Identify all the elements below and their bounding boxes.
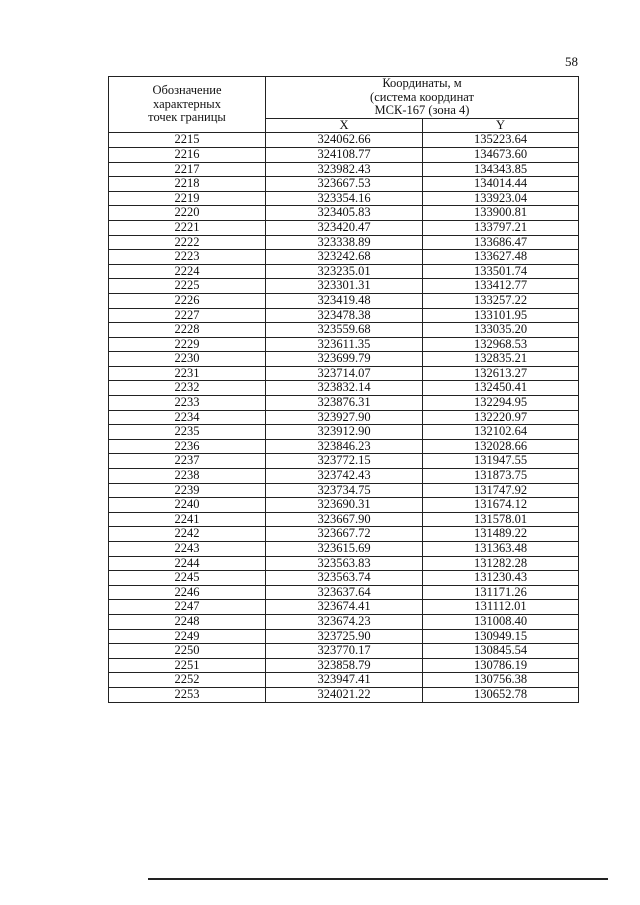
point-id-cell: 2237	[109, 454, 266, 469]
point-id-cell: 2252	[109, 673, 266, 688]
table-row	[109, 600, 579, 615]
point-id-cell: 2244	[109, 556, 266, 571]
table-row	[109, 177, 579, 192]
y-coordinate-cell: 132028.66	[423, 439, 579, 454]
x-coordinate-cell: 323876.31	[266, 396, 423, 411]
x-coordinate-cell: 323667.53	[266, 177, 423, 192]
point-id-cell: 2245	[109, 571, 266, 586]
coordinates-table	[108, 76, 579, 703]
x-coordinate-cell: 323354.16	[266, 191, 423, 206]
y-coordinate-cell: 133257.22	[423, 293, 579, 308]
y-coordinate-cell: 134673.60	[423, 147, 579, 162]
x-coordinate-cell: 323420.47	[266, 220, 423, 235]
y-coordinate-cell: 131674.12	[423, 498, 579, 513]
point-id-cell: 2230	[109, 352, 266, 367]
x-coordinate-cell: 323947.41	[266, 673, 423, 688]
table-row	[109, 162, 579, 177]
y-coordinate-cell: 132220.97	[423, 410, 579, 425]
point-id-cell: 2236	[109, 439, 266, 454]
x-coordinate-cell: 324021.22	[266, 687, 423, 702]
table-row	[109, 206, 579, 221]
y-coordinate-cell: 131008.40	[423, 614, 579, 629]
y-coordinate-cell: 133686.47	[423, 235, 579, 250]
point-id-cell: 2231	[109, 366, 266, 381]
x-coordinate-cell: 323667.72	[266, 527, 423, 542]
point-id-cell: 2240	[109, 498, 266, 513]
x-coordinate-cell: 323912.90	[266, 425, 423, 440]
point-id-cell: 2241	[109, 512, 266, 527]
y-coordinate-cell: 132450.41	[423, 381, 579, 396]
x-coordinate-cell: 323858.79	[266, 658, 423, 673]
table-row	[109, 264, 579, 279]
x-coordinate-cell: 323563.83	[266, 556, 423, 571]
table-row	[109, 644, 579, 659]
x-coordinate-cell: 323674.41	[266, 600, 423, 615]
table-row	[109, 133, 579, 148]
point-id-cell: 2218	[109, 177, 266, 192]
y-coordinate-cell: 135223.64	[423, 133, 579, 148]
y-coordinate-cell: 131112.01	[423, 600, 579, 615]
point-id-cell: 2227	[109, 308, 266, 323]
y-coordinate-cell: 131363.48	[423, 542, 579, 557]
point-id-cell: 2219	[109, 191, 266, 206]
x-coordinate-cell: 323714.07	[266, 366, 423, 381]
point-id-cell: 2246	[109, 585, 266, 600]
x-coordinate-cell: 323338.89	[266, 235, 423, 250]
y-coordinate-cell: 131947.55	[423, 454, 579, 469]
table-row	[109, 250, 579, 265]
x-coordinate-cell: 323611.35	[266, 337, 423, 352]
table-row	[109, 235, 579, 250]
y-coordinate-cell: 133797.21	[423, 220, 579, 235]
x-coordinate-cell: 323772.15	[266, 454, 423, 469]
table-row	[109, 352, 579, 367]
x-coordinate-cell: 323770.17	[266, 644, 423, 659]
y-coordinate-cell: 132102.64	[423, 425, 579, 440]
table-row	[109, 410, 579, 425]
x-coordinate-cell: 323690.31	[266, 498, 423, 513]
x-coordinate-cell: 323559.68	[266, 323, 423, 338]
point-id-cell: 2247	[109, 600, 266, 615]
footer-rule	[148, 878, 608, 880]
y-coordinate-cell: 133101.95	[423, 308, 579, 323]
table-row	[109, 425, 579, 440]
table-row	[109, 220, 579, 235]
point-id-cell: 2238	[109, 469, 266, 484]
y-coordinate-cell: 134014.44	[423, 177, 579, 192]
y-coordinate-cell: 131578.01	[423, 512, 579, 527]
y-coordinate-cell: 133501.74	[423, 264, 579, 279]
point-id-cell: 2253	[109, 687, 266, 702]
x-coordinate-cell: 323242.68	[266, 250, 423, 265]
x-coordinate-cell: 323235.01	[266, 264, 423, 279]
point-id-cell: 2239	[109, 483, 266, 498]
point-id-cell: 2226	[109, 293, 266, 308]
point-id-cell: 2224	[109, 264, 266, 279]
header-line: точек границы	[148, 110, 226, 125]
table-row	[109, 308, 579, 323]
table-row	[109, 512, 579, 527]
x-coordinate-cell: 323927.90	[266, 410, 423, 425]
x-coordinate-cell: 323667.90	[266, 512, 423, 527]
table-row	[109, 396, 579, 411]
table-row	[109, 629, 579, 644]
table-row	[109, 658, 579, 673]
x-coordinate-cell: 323478.38	[266, 308, 423, 323]
point-id-cell: 2229	[109, 337, 266, 352]
y-coordinate-cell: 131489.22	[423, 527, 579, 542]
y-coordinate-cell: 130786.19	[423, 658, 579, 673]
x-coordinate-cell: 323301.31	[266, 279, 423, 294]
table-body	[109, 133, 579, 702]
x-column-header: X	[266, 118, 423, 133]
table-row	[109, 147, 579, 162]
x-coordinate-cell: 323419.48	[266, 293, 423, 308]
y-coordinate-cell: 131230.43	[423, 571, 579, 586]
point-id-cell: 2221	[109, 220, 266, 235]
header-line: характерных	[153, 96, 221, 111]
point-id-cell: 2235	[109, 425, 266, 440]
y-coordinate-cell: 130845.54	[423, 644, 579, 659]
x-coordinate-cell: 323637.64	[266, 585, 423, 600]
table-row	[109, 687, 579, 702]
y-coordinate-cell: 132613.27	[423, 366, 579, 381]
x-coordinate-cell: 323742.43	[266, 469, 423, 484]
point-id-cell: 2222	[109, 235, 266, 250]
table-row	[109, 439, 579, 454]
point-id-cell: 2250	[109, 644, 266, 659]
point-id-cell: 2228	[109, 323, 266, 338]
table-row	[109, 673, 579, 688]
point-id-cell: 2249	[109, 629, 266, 644]
point-id-cell: 2243	[109, 542, 266, 557]
table-row	[109, 454, 579, 469]
table-row	[109, 381, 579, 396]
y-coordinate-cell: 131873.75	[423, 469, 579, 484]
point-id-cell: 2232	[109, 381, 266, 396]
x-coordinate-cell: 323832.14	[266, 381, 423, 396]
y-coordinate-cell: 130652.78	[423, 687, 579, 702]
point-id-cell: 2225	[109, 279, 266, 294]
table-row	[109, 279, 579, 294]
y-coordinate-cell: 131171.26	[423, 585, 579, 600]
y-coordinate-cell: 130949.15	[423, 629, 579, 644]
table-row	[109, 323, 579, 338]
y-coordinate-cell: 132835.21	[423, 352, 579, 367]
point-id-cell: 2248	[109, 614, 266, 629]
table-row	[109, 498, 579, 513]
point-id-cell: 2216	[109, 147, 266, 162]
table-row	[109, 293, 579, 308]
x-coordinate-cell: 324108.77	[266, 147, 423, 162]
table-header	[109, 77, 579, 133]
y-coordinate-cell: 133627.48	[423, 250, 579, 265]
x-coordinate-cell: 323699.79	[266, 352, 423, 367]
point-id-cell: 2234	[109, 410, 266, 425]
point-id-cell: 2251	[109, 658, 266, 673]
point-id-cell: 2223	[109, 250, 266, 265]
x-coordinate-cell: 323725.90	[266, 629, 423, 644]
table-row	[109, 585, 579, 600]
y-coordinate-cell: 133412.77	[423, 279, 579, 294]
table-row	[109, 527, 579, 542]
y-coordinate-cell: 131282.28	[423, 556, 579, 571]
y-coordinate-cell: 132294.95	[423, 396, 579, 411]
y-column-header: Y	[423, 118, 579, 133]
x-coordinate-cell: 323674.23	[266, 614, 423, 629]
y-coordinate-cell: 132968.53	[423, 337, 579, 352]
coordinates-group-header	[266, 77, 579, 119]
header-line: Координаты, м	[382, 76, 462, 90]
x-coordinate-cell: 323405.83	[266, 206, 423, 221]
point-id-cell: 2217	[109, 162, 266, 177]
table-row	[109, 556, 579, 571]
point-id-cell: 2242	[109, 527, 266, 542]
header-line: МСК-167 (зона 4)	[374, 103, 470, 118]
page-number: 58	[565, 54, 578, 69]
point-id-cell: 2215	[109, 133, 266, 148]
table-row	[109, 191, 579, 206]
x-coordinate-cell: 324062.66	[266, 133, 423, 148]
y-coordinate-cell: 131747.92	[423, 483, 579, 498]
y-coordinate-cell: 130756.38	[423, 673, 579, 688]
point-id-cell: 2233	[109, 396, 266, 411]
table-row	[109, 614, 579, 629]
y-coordinate-cell: 133923.04	[423, 191, 579, 206]
y-coordinate-cell: 133900.81	[423, 206, 579, 221]
table-row	[109, 571, 579, 586]
x-coordinate-cell: 323734.75	[266, 483, 423, 498]
table-row	[109, 542, 579, 557]
y-coordinate-cell: 133035.20	[423, 323, 579, 338]
point-designation-header	[109, 77, 266, 133]
table-row	[109, 366, 579, 381]
y-coordinate-cell: 134343.85	[423, 162, 579, 177]
x-coordinate-cell: 323982.43	[266, 162, 423, 177]
header-line: (система координат	[370, 89, 474, 104]
header-line: Обозначение	[152, 83, 222, 98]
x-coordinate-cell: 323615.69	[266, 542, 423, 557]
table-row	[109, 337, 579, 352]
table-row	[109, 483, 579, 498]
point-id-cell: 2220	[109, 206, 266, 221]
x-coordinate-cell: 323846.23	[266, 439, 423, 454]
table-row	[109, 469, 579, 484]
x-coordinate-cell: 323563.74	[266, 571, 423, 586]
